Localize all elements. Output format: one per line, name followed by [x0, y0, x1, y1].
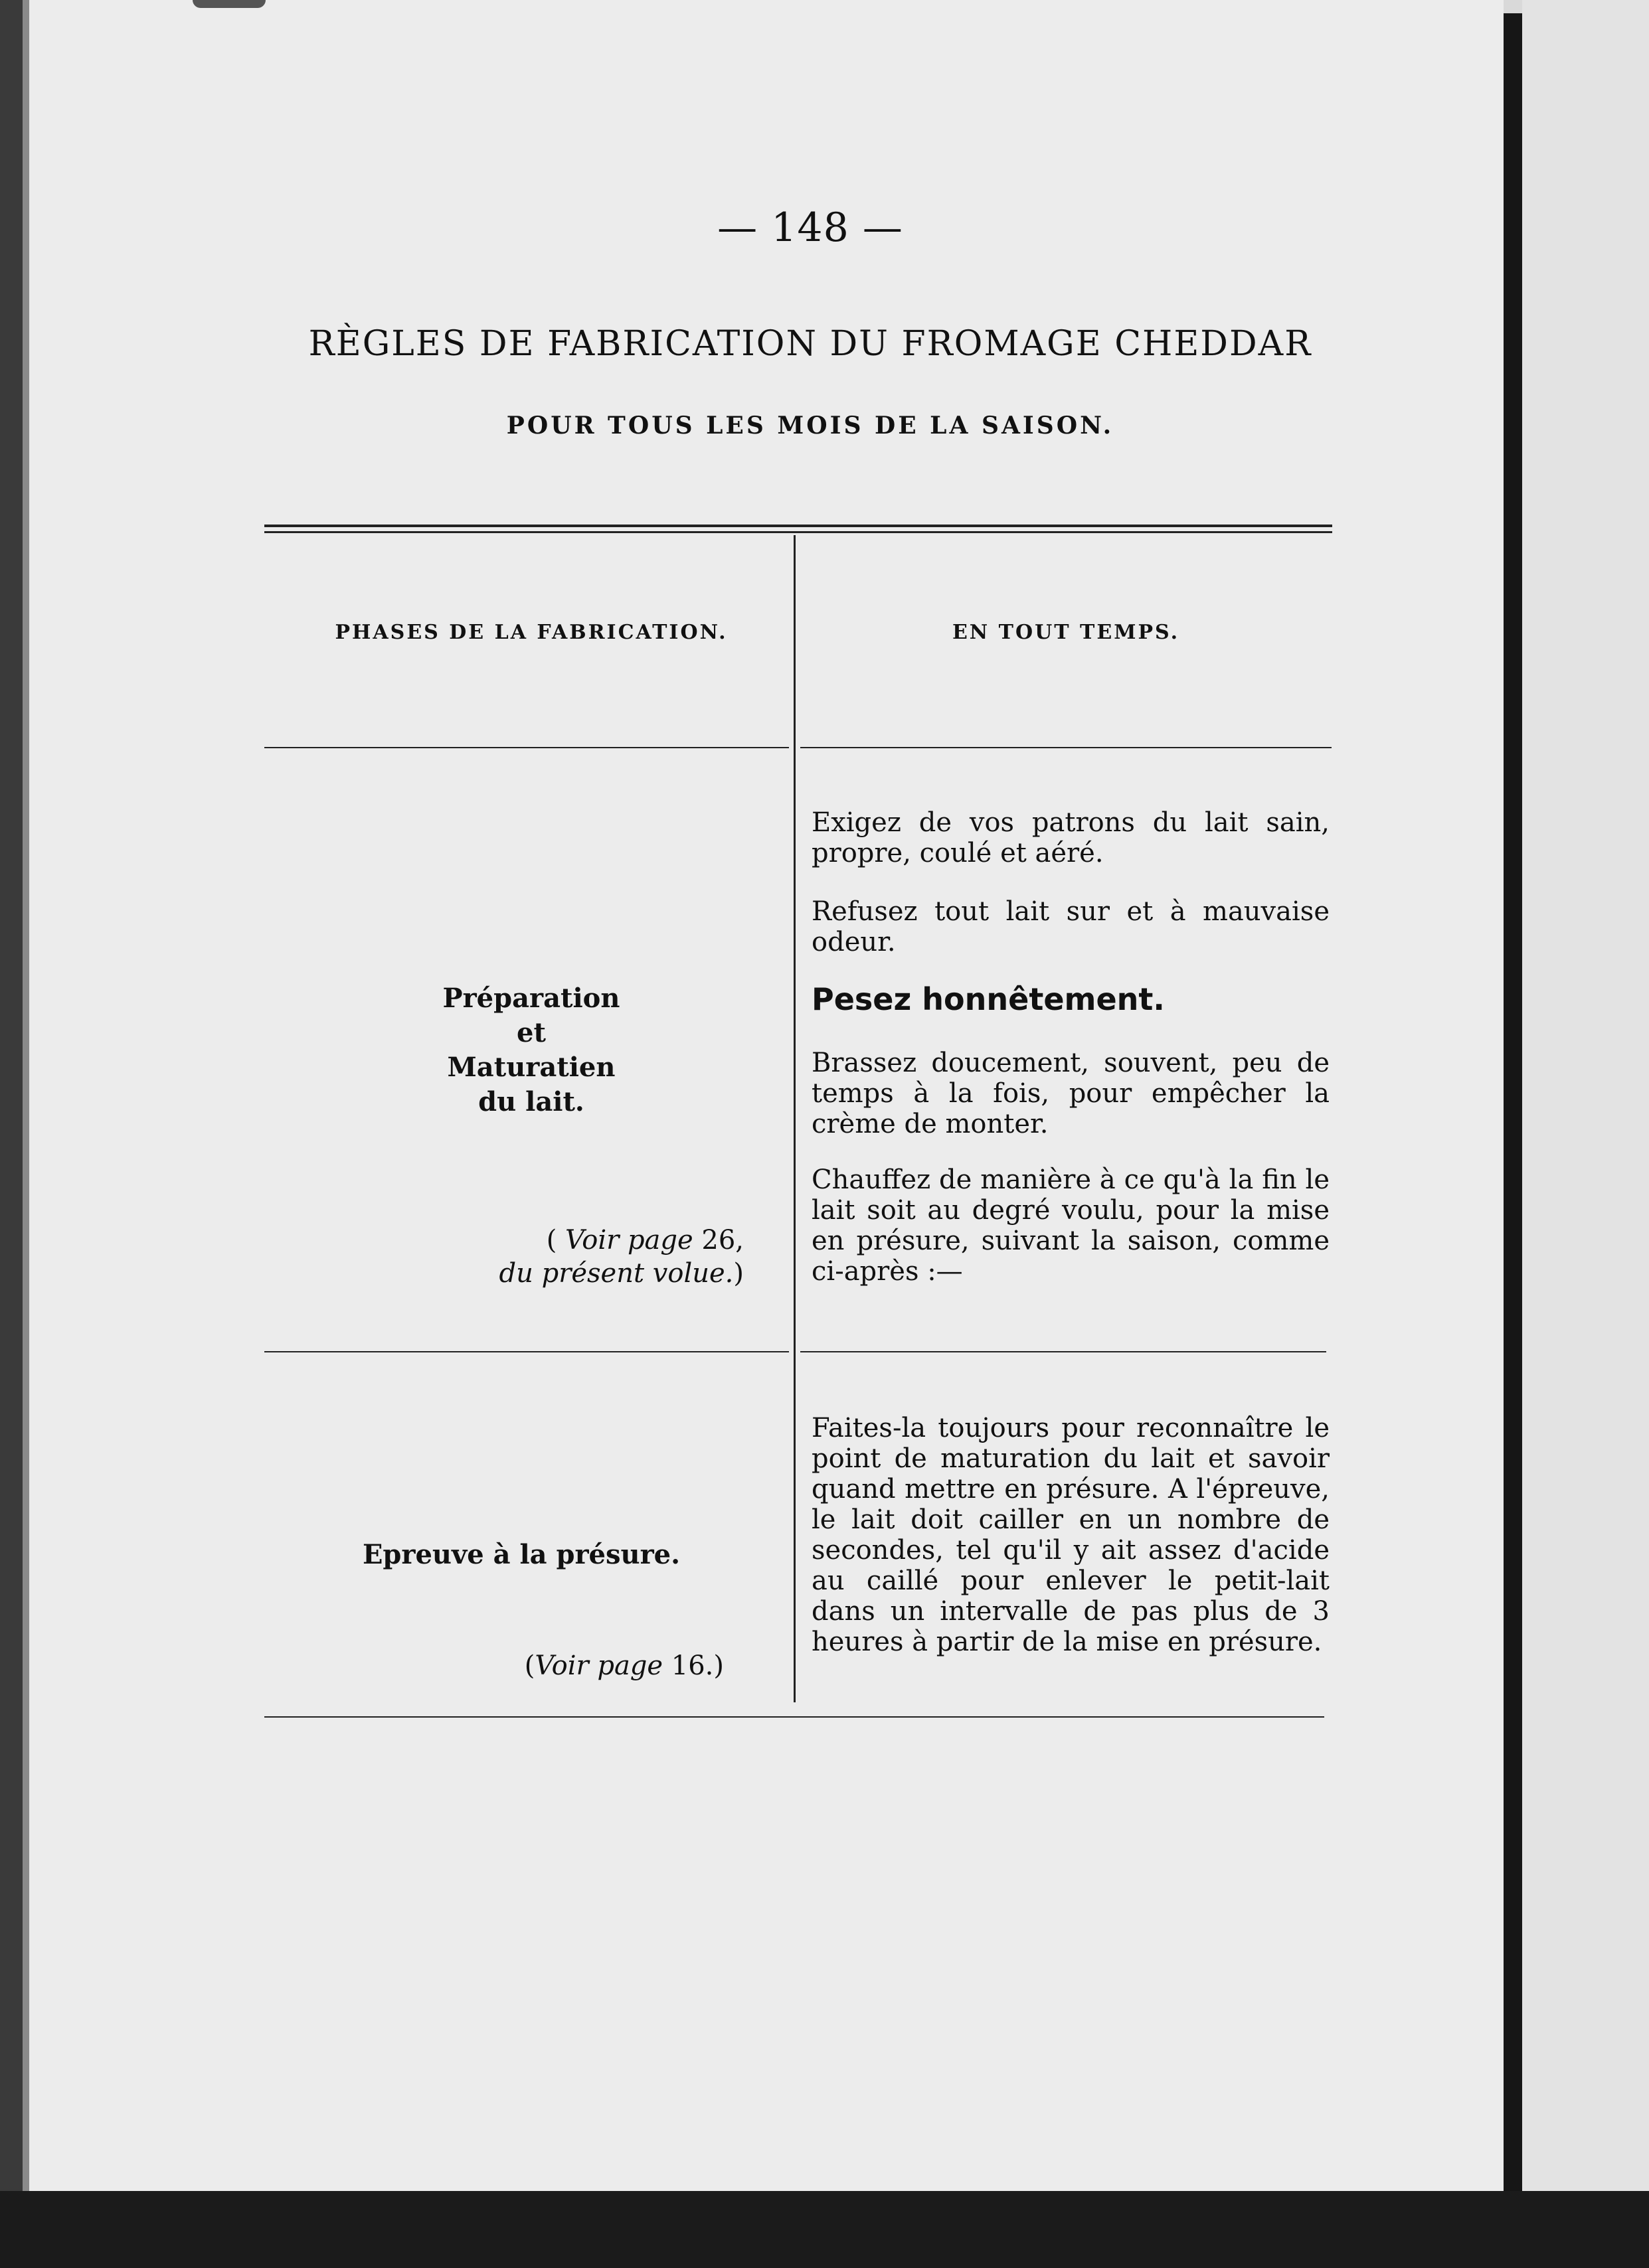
header-rule-right [800, 747, 1332, 748]
row1-phase-line: Préparation [442, 983, 620, 1014]
column-divider [794, 535, 796, 1702]
scan-top-mark [193, 0, 266, 8]
row1-page-reference: ( Voir page 26, du présent volue.) [499, 1225, 744, 1289]
header-rule-left [264, 747, 789, 748]
scan-bottom-border [0, 2191, 1649, 2268]
page-number: — 148 — [717, 204, 903, 251]
table-top-rule-2 [264, 531, 1332, 533]
row-rule-right [800, 1351, 1326, 1352]
row2-paragraph: Faites-la toujours pour reconnaître le point de maturation du lait et savoir quand mettre en présure. A l'épreuve, le lait doit cailler en un nombre de secondes, tel qu'il y ait assez d'acide au caillé pour enlever le petit-lait dans un intervalle de pas plus de 3 heures à partir de la mise en présure. [812, 1413, 1330, 1657]
book-gutter [1504, 13, 1522, 2204]
page-subtitle: POUR TOUS LES MOIS DE LA SAISON. [506, 412, 1114, 440]
row1-phase-line: Maturatien [447, 1052, 616, 1083]
row2-page-reference: (Voir page 16.) [524, 1651, 724, 1681]
row1-paragraph: Exigez de vos patrons du lait sain, propre, coulé et aéré. [812, 807, 1330, 868]
row1-paragraph-emphasis: Pesez honnêtement. [812, 981, 1165, 1017]
row1-paragraph: Refusez tout lait sur et à mauvaise odeur. [812, 896, 1330, 957]
header-phases: PHASES DE LA FABRICATION. [335, 621, 728, 644]
table-bottom-rule [264, 1716, 1324, 1718]
row-rule-left [264, 1351, 789, 1352]
book-left-edge-shadow [23, 0, 29, 2268]
row1-paragraph: Brassez doucement, souvent, peu de temps à la fois, pour empêcher la crème de monter. [812, 1048, 1330, 1139]
header-all-times: EN TOUT TEMPS. [952, 621, 1180, 644]
row1-phase-label [412, 981, 651, 1119]
table-top-rule [264, 525, 1332, 527]
row1-paragraph: Chauffez de manière à ce qu'à la fin le lait soit au degré voulu, pour la mise en présure, suivant la saison, comme ci-après :— [812, 1165, 1330, 1287]
row2-phase-label [345, 1538, 697, 1572]
row1-phase-line: du lait. [478, 1086, 584, 1117]
facing-page [1522, 0, 1649, 2204]
row1-phase-line: et [517, 1017, 546, 1048]
page-title: RÈGLES DE FABRICATION DU FROMAGE CHEDDAR [308, 324, 1312, 364]
book-left-edge [0, 0, 23, 2268]
row2-phase-line: Epreuve à la présure. [362, 1539, 681, 1570]
